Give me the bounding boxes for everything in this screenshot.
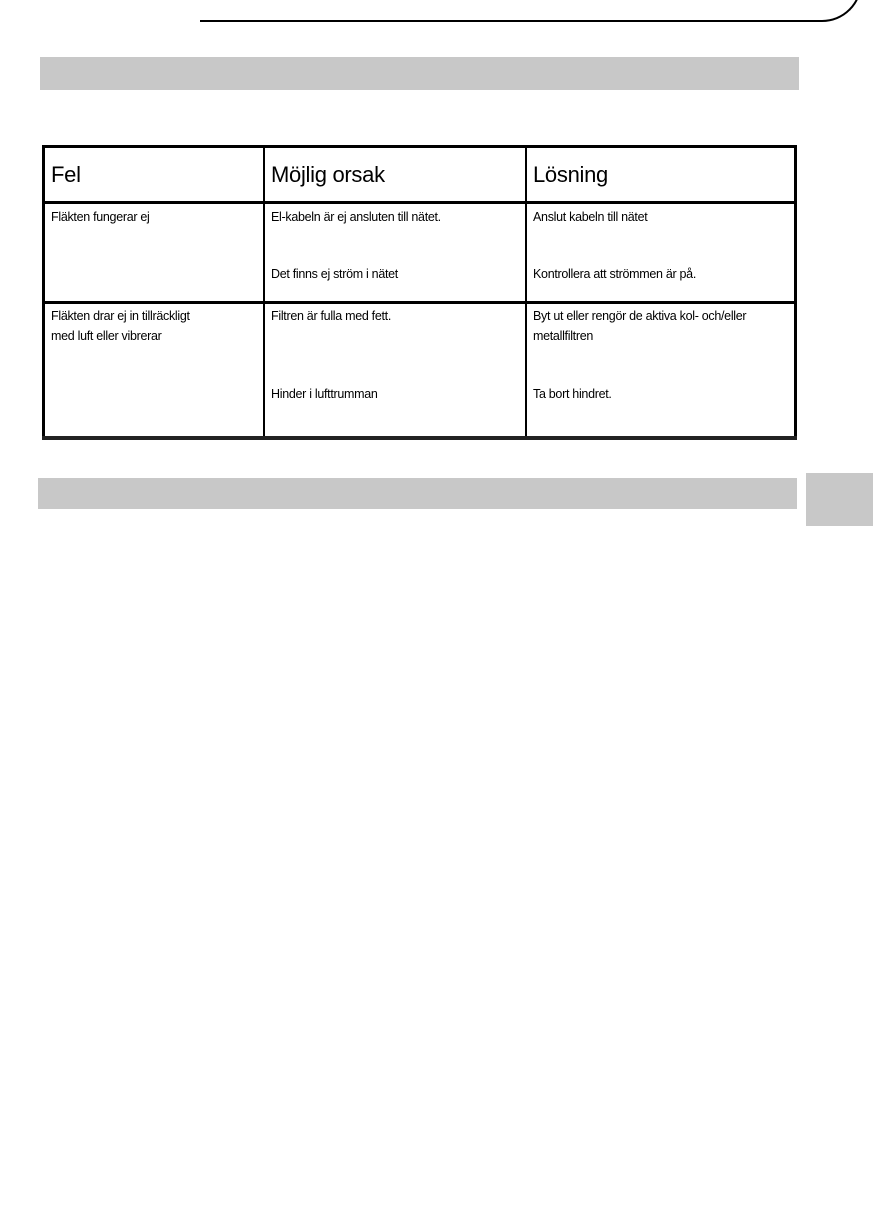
- section-header-bar-bottom: [38, 478, 797, 509]
- troubleshooting-table: [42, 145, 797, 440]
- language-side-tab: [806, 473, 873, 526]
- row2-cause-1: Filtren är fulla med fett.: [271, 309, 392, 323]
- page-corner-line: [200, 0, 862, 22]
- row1-solution-2: Kontrollera att strömmen är på.: [533, 267, 696, 281]
- row1-fault: Fläkten fungerar ej: [51, 210, 150, 224]
- row2-solution-2: Ta bort hindret.: [533, 387, 612, 401]
- row1-cause-1: El-kabeln är ej ansluten till nätet.: [271, 210, 441, 224]
- row1-solution-1: Anslut kabeln till nätet: [533, 210, 648, 224]
- column-separator: [263, 148, 265, 440]
- row2-cause-2: Hinder i lufttrumman: [271, 387, 378, 401]
- column-separator: [525, 148, 527, 440]
- header-row-separator: [45, 201, 794, 204]
- row1-cause-2: Det finns ej ström i nätet: [271, 267, 398, 281]
- header-solution: Lösning: [533, 162, 608, 187]
- header-fault: Fel: [51, 162, 81, 187]
- table-bottom-border: [42, 436, 797, 440]
- section-header-bar-top: [40, 57, 799, 90]
- row2-fault: Fläkten drar ej in tillräckligt med luft eller vibrerar: [51, 309, 190, 343]
- header-cause: Möjlig orsak: [271, 162, 385, 187]
- row2-solution-1: Byt ut eller rengör de aktiva kol- och/eller metallfiltren: [533, 309, 747, 343]
- row-separator: [45, 301, 794, 304]
